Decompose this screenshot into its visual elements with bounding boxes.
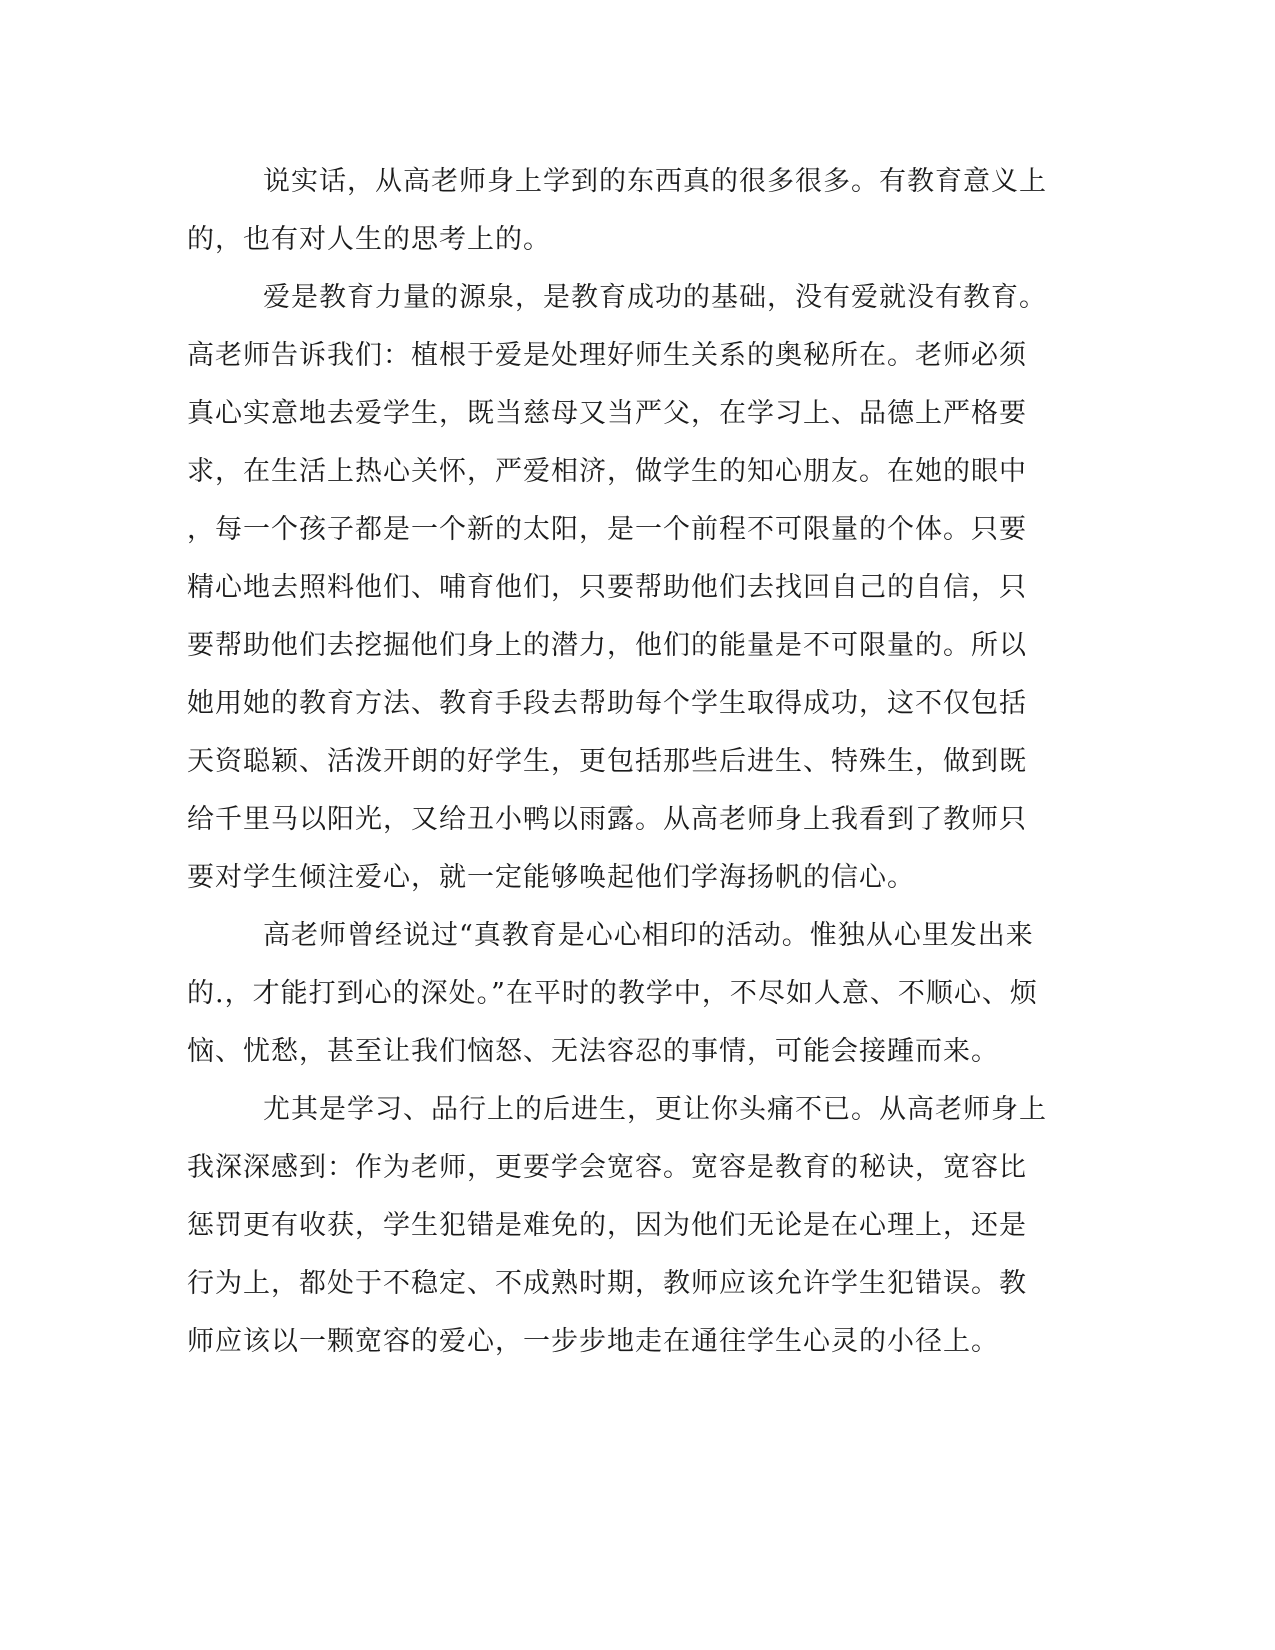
paragraph-2-line-2: 高老师告诉我们：植根于爱是处理好师生关系的奥秘所在。老师必须 [187,340,1027,371]
paragraph-2-line-5: ，每一个孩子都是一个新的太阳，是一个前程不可限量的个体。只要 [187,514,1027,545]
paragraph-2-line-4: 求，在生活上热心关怀，严爱相济，做学生的知心朋友。在她的眼中 [187,456,1027,487]
paragraph-2-line-3: 真心实意地去爱学生，既当慈母又当严父，在学习上、品德上严格要 [187,398,1027,429]
paragraph-2-line-11: 要对学生倾注爱心，就一定能够唤起他们学海扬帆的信心。 [187,862,915,893]
paragraph-3-line-1: 高老师曾经说过“真教育是心心相印的活动。惟独从心里发出来 [263,920,1034,951]
paragraph-2-line-9: 天资聪颖、活泼开朗的好学生，更包括那些后进生、特殊生，做到既 [187,746,1027,777]
paragraph-1-line-1: 说实话，从高老师身上学到的东西真的很多很多。有教育意义上 [263,166,1047,197]
paragraph-4-line-4: 行为上，都处于不稳定、不成熟时期，教师应该允许学生犯错误。教 [187,1268,1027,1299]
paragraph-4-line-2: 我深深感到：作为老师，更要学会宽容。宽容是教育的秘诀，宽容比 [187,1152,1027,1183]
paragraph-2-line-1: 爱是教育力量的源泉，是教育成功的基础，没有爱就没有教育。 [263,282,1047,313]
paragraph-1-line-2: 的，也有对人生的思考上的。 [187,224,551,255]
paragraph-2-line-6: 精心地去照料他们、哺育他们，只要帮助他们去找回自己的自信，只 [187,572,1027,603]
paragraph-2-line-7: 要帮助他们去挖掘他们身上的潜力，他们的能量是不可限量的。所以 [187,630,1027,661]
paragraph-4-line-1: 尤其是学习、品行上的后进生，更让你头痛不已。从高老师身上 [263,1094,1047,1125]
paragraph-3-line-3: 恼、忧愁，甚至让我们恼怒、无法容忍的事情，可能会接踵而来。 [187,1036,999,1067]
paragraph-3-line-2: 的.，才能打到心的深处。”在平时的教学中，不尽如人意、不顺心、烦 [187,978,1038,1009]
paragraph-2-line-10: 给千里马以阳光，又给丑小鸭以雨露。从高老师身上我看到了教师只 [187,804,1027,835]
paragraph-4-line-3: 惩罚更有收获，学生犯错是难免的，因为他们无论是在心理上，还是 [187,1210,1027,1241]
paragraph-2-line-8: 她用她的教育方法、教育手段去帮助每个学生取得成功，这不仅包括 [187,688,1027,719]
paragraph-4-line-5: 师应该以一颗宽容的爱心，一步步地走在通往学生心灵的小径上。 [187,1326,999,1357]
